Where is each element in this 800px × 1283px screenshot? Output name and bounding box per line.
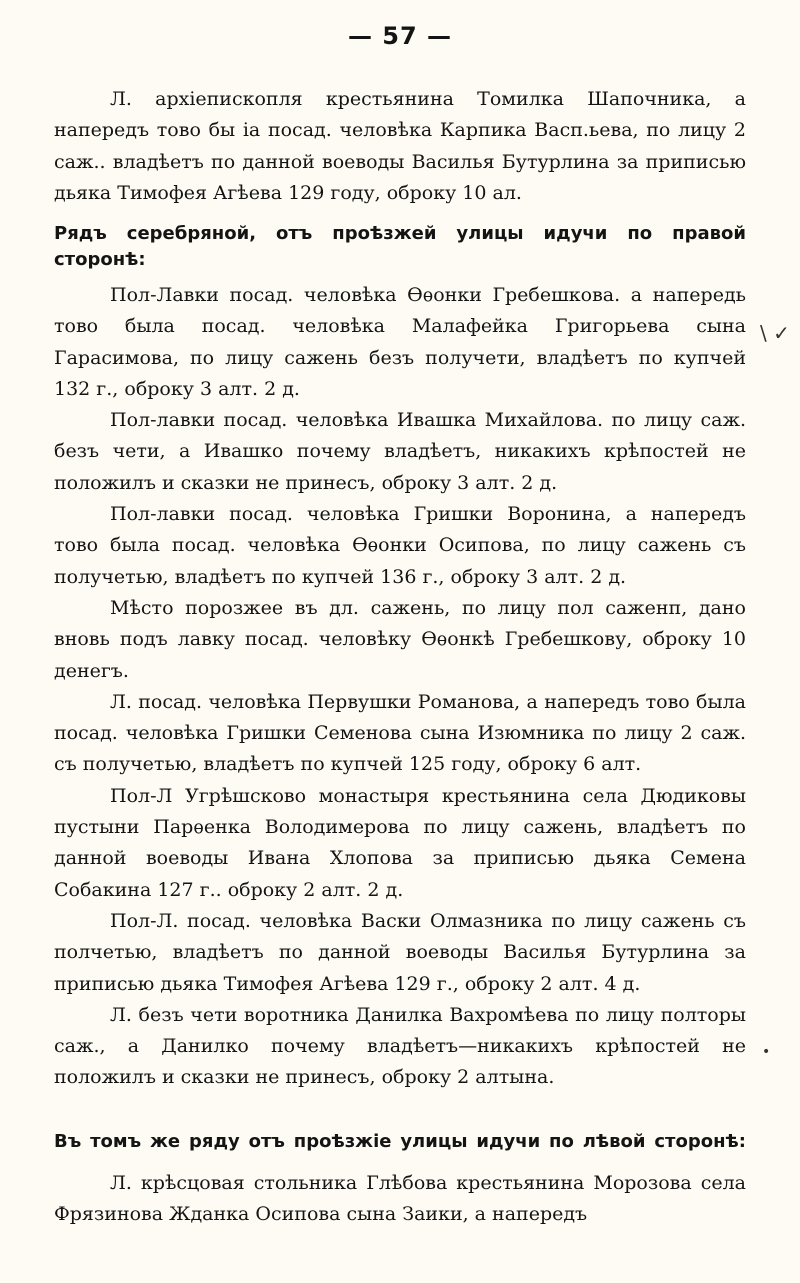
- section-heading-right-side: Рядъ серебряной, отъ проѣзжей улицы идучи по правой сторонѣ:: [54, 223, 746, 270]
- paragraph: Пол-лавки посад. человѣка Гришки Воронина, а напередъ тово была посад. человѣка Ѳѳонки Осипова, по лицу сажень съ получетью, владѣетъ по купчей 136 г., оброку 3 алт. 2 д.: [54, 503, 746, 588]
- intro-paragraph-block: [54, 84, 746, 209]
- page-number: — 57 —: [347, 22, 453, 50]
- paragraph: Л. посад. человѣка Первушки Романова, а напередъ тово была посад. человѣка Гришки Семенова сына Изюмника по лицу 2 саж. съ получетью, владѣетъ по купчей 125 году, оброку 6 алт.: [54, 690, 746, 776]
- paragraph: Пол-Л. посад. человѣка Васки Олмазника по лицу сажень съ полчетью, владѣетъ по данной воеводы Василья Бутурлина за приписью дьяка Тимофея Агѣева 129 г., оброку 2 алт. 4 д.: [54, 909, 746, 995]
- section-right-side-body: [54, 280, 746, 1094]
- section-left-side-body: [54, 1168, 746, 1231]
- section-heading-left-side: Въ томъ же ряду отъ проѣзжіе улицы идучи по лѣвой сторонѣ:: [54, 1131, 746, 1152]
- margin-dot-mark: •: [762, 1044, 771, 1060]
- paragraph: Пол-лавки посад. человѣка Ивашка Михайлова. по лицу саж. безъ чети, а Ивашко почему владѣетъ, никакихъ крѣпостей не положилъ и сказки не принесъ, оброку 3 алт. 2 д.: [54, 409, 746, 494]
- paragraph: Пол-Лавки посад. человѣка Ѳѳонки Гребешкова. а напередь тово была посад. человѣка Малафейка Григорьева сына Гарасимова, по лицу сажень безъ получети, владѣетъ по купчей 132 г., оброку 3 алт. 2 д.: [54, 284, 746, 400]
- margin-check-mark: \ ✓: [760, 321, 790, 345]
- intro-paragraph: Л. архіепископля крестьянина Томилка Шапочника, а напередъ тово бы іа посад. человѣка Карпика Васп.ьева, по лицу 2 саж.. владѣетъ по данной воеводы Василья Бутурлина за приписью дьяка Тимофея Агѣева 129 году, оброку 10 ал.: [54, 88, 746, 204]
- paragraph: Л. крѣсцовая стольника Глѣбова крестьянина Морозова села Фрязинова Жданка Осипова сына Заики, а напередъ: [54, 1172, 746, 1226]
- paragraph: Л. безъ чети воротника Данилка Вахромѣева по лицу полторы саж., а Данилко почему владѣетъ—никакихъ крѣпостей не положилъ и сказки не принесъ, оброку 2 алтына.: [54, 1003, 746, 1089]
- paragraph: Пол-Л Угрѣшсково монастыря крестьянина села Дюдиковы пустыни Парѳенка Володимерова по лицу сажень, владѣетъ по данной воеводы Ивана Хлопова за приписью дьяка Семена Собакина 127 г.. оброку 2 алт. 2 д.: [54, 784, 746, 901]
- paragraph: Мѣсто порозжее въ дл. сажень, по лицу пол саженп, дано вновь подъ лавку посад. человѣку Ѳѳонкѣ Гребешкову, оброку 10 денегъ.: [54, 596, 746, 682]
